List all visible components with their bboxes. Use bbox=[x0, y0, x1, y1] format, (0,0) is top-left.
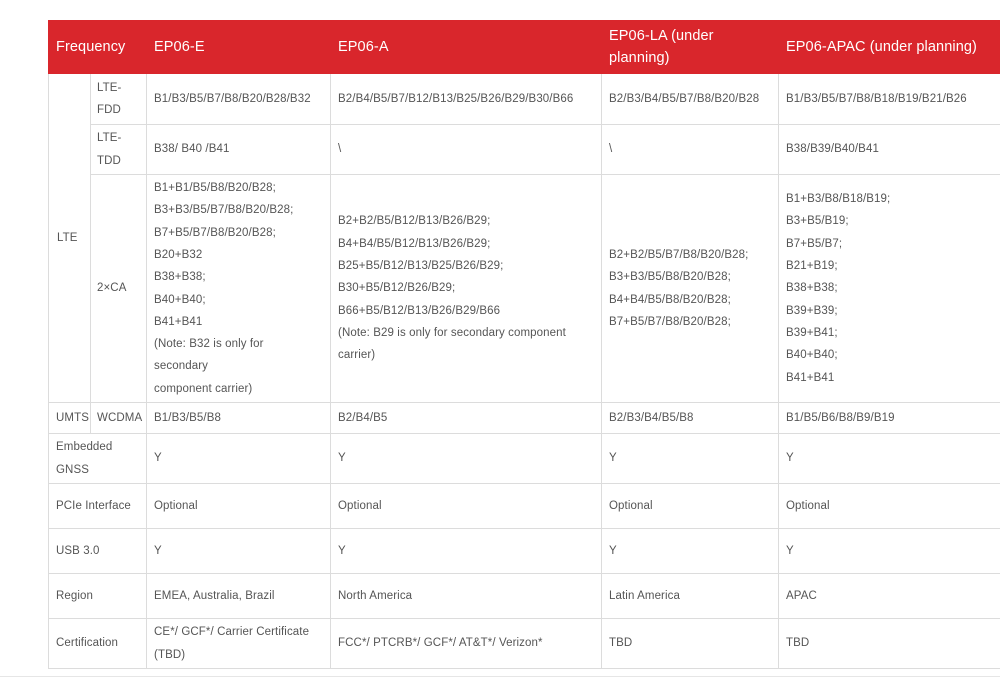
cell-pcie-e: Optional bbox=[147, 484, 331, 529]
ca-line: B1+B3/B8/B18/B19; bbox=[786, 193, 891, 206]
row-usb bbox=[49, 529, 1000, 574]
cell-cert-e-line2: (TBD) bbox=[154, 648, 186, 661]
label-pcie: PCIe Interface bbox=[49, 484, 147, 529]
row-lte-tdd bbox=[49, 125, 1000, 175]
header-ep06-e: EP06-E bbox=[147, 21, 331, 74]
row-pcie bbox=[49, 484, 1000, 529]
cell-pcie-apac: Optional bbox=[779, 484, 1000, 529]
cell-fdd-e: B1/B3/B5/B7/B8/B20/B28/B32 bbox=[147, 74, 331, 125]
ca-line: B1+B1/B5/B8/B20/B28; bbox=[154, 182, 276, 195]
cell-usb-a: Y bbox=[331, 529, 602, 574]
cell-cert-a: FCC*/ PTCRB*/ GCF*/ AT&T*/ Verizon* bbox=[331, 619, 602, 669]
cell-tdd-e: B38/ B40 /B41 bbox=[147, 125, 331, 175]
ca-line: B2+B2/B5/B7/B8/B20/B28; bbox=[609, 248, 749, 261]
cell-region-a: North America bbox=[331, 574, 602, 619]
cell-umts-la: B2/B3/B4/B5/B8 bbox=[602, 403, 779, 434]
cell-ca-la bbox=[602, 175, 779, 403]
cell-region-apac: APAC bbox=[779, 574, 1000, 619]
cell-cert-e-line1: CE*/ GCF*/ Carrier Certificate bbox=[154, 626, 310, 639]
label-lte-fdd bbox=[91, 74, 147, 125]
row-lte-ca bbox=[49, 175, 1000, 403]
cell-umts-apac: B1/B5/B6/B8/B9/B19 bbox=[779, 403, 1000, 434]
label-lte-tdd-line2: TDD bbox=[97, 154, 121, 167]
ca-line: (Note: B29 is only for secondary component bbox=[338, 326, 566, 339]
label-region: Region bbox=[49, 574, 147, 619]
row-certification bbox=[49, 619, 1000, 669]
row-gnss bbox=[49, 434, 1000, 484]
ca-line: B7+B5/B7; bbox=[786, 237, 843, 250]
cell-cert-la: TBD bbox=[602, 619, 779, 669]
cell-fdd-la: B2/B3/B4/B5/B7/B8/B20/B28 bbox=[602, 74, 779, 125]
cell-gnss-apac: Y bbox=[779, 434, 1000, 484]
cell-ca-a bbox=[331, 175, 602, 403]
cell-fdd-apac: B1/B3/B5/B7/B8/B18/B19/B21/B26 bbox=[779, 74, 1000, 125]
cell-usb-apac: Y bbox=[779, 529, 1000, 574]
cell-umts-a: B2/B4/B5 bbox=[331, 403, 602, 434]
label-wcdma: WCDMA bbox=[91, 403, 147, 434]
ca-line: B38+B38; bbox=[154, 271, 206, 284]
label-lte-fdd-line2: FDD bbox=[97, 104, 121, 116]
ca-line: B7+B5/B7/B8/B20/B28; bbox=[154, 226, 276, 239]
cell-region-e: EMEA, Australia, Brazil bbox=[147, 574, 331, 619]
ca-line: B3+B3/B5/B7/B8/B20/B28; bbox=[154, 204, 294, 217]
label-certification: Certification bbox=[49, 619, 147, 669]
ca-line: B3+B5/B19; bbox=[786, 215, 849, 228]
ca-line: B7+B5/B7/B8/B20/B28; bbox=[609, 315, 731, 328]
ca-line: B2+B2/B5/B12/B13/B26/B29; bbox=[338, 215, 491, 228]
cell-tdd-a: \ bbox=[331, 125, 602, 175]
label-usb: USB 3.0 bbox=[49, 529, 147, 574]
row-umts bbox=[49, 403, 1000, 434]
ca-line: B4+B4/B5/B8/B20/B28; bbox=[609, 293, 731, 306]
cell-tdd-apac: B38/B39/B40/B41 bbox=[779, 125, 1000, 175]
label-lte-tdd-line1: LTE- bbox=[97, 132, 122, 145]
ca-line: B25+B5/B12/B13/B25/B26/B29; bbox=[338, 260, 504, 273]
ca-line: B3+B3/B5/B8/B20/B28; bbox=[609, 271, 731, 284]
cell-pcie-a: Optional bbox=[331, 484, 602, 529]
cell-cert-e bbox=[147, 619, 331, 669]
spec-table bbox=[48, 20, 1000, 669]
label-lte-fdd-line1: LTE- bbox=[97, 81, 122, 94]
header-ep06-la: EP06-LA (under planning) bbox=[602, 21, 779, 74]
ca-line: B40+B40; bbox=[786, 349, 838, 362]
cell-tdd-la: \ bbox=[602, 125, 779, 175]
ca-line: B39+B41; bbox=[786, 326, 838, 339]
header-frequency: Frequency bbox=[49, 21, 147, 74]
cell-umts-e: B1/B3/B5/B8 bbox=[147, 403, 331, 434]
ca-line: carrier) bbox=[338, 349, 376, 362]
ca-line: B41+B41 bbox=[154, 315, 203, 328]
cell-fdd-a: B2/B4/B5/B7/B12/B13/B25/B26/B29/B30/B66 bbox=[331, 74, 602, 125]
row-lte-fdd bbox=[49, 74, 1000, 125]
ca-line: B38+B38; bbox=[786, 282, 838, 295]
cell-ca-e bbox=[147, 175, 331, 403]
cell-ca-apac bbox=[779, 175, 1000, 403]
header-ep06-apac: EP06-APAC (under planning) bbox=[779, 21, 1000, 74]
ca-line: component carrier) bbox=[154, 382, 253, 395]
label-gnss bbox=[49, 434, 147, 484]
label-lte: LTE bbox=[49, 74, 91, 403]
header-ep06-a: EP06-A bbox=[331, 21, 602, 74]
cell-gnss-e: Y bbox=[147, 434, 331, 484]
cell-usb-la: Y bbox=[602, 529, 779, 574]
cell-gnss-a: Y bbox=[331, 434, 602, 484]
cell-usb-e: Y bbox=[147, 529, 331, 574]
ca-line: B40+B40; bbox=[154, 293, 206, 306]
label-umts: UMTS bbox=[49, 403, 91, 434]
ca-line: secondary bbox=[154, 360, 208, 373]
row-region bbox=[49, 574, 1000, 619]
header-row bbox=[49, 21, 1000, 74]
cell-gnss-la: Y bbox=[602, 434, 779, 484]
ca-line: B66+B5/B12/B13/B26/B29/B66 bbox=[338, 304, 501, 317]
ca-line: B39+B39; bbox=[786, 304, 838, 317]
spec-table-container bbox=[48, 20, 1000, 669]
cell-pcie-la: Optional bbox=[602, 484, 779, 529]
cell-cert-apac: TBD bbox=[779, 619, 1000, 669]
ca-line: B4+B4/B5/B12/B13/B26/B29; bbox=[338, 237, 491, 250]
ca-line: B30+B5/B12/B26/B29; bbox=[338, 282, 456, 295]
label-2xca: 2×CA bbox=[91, 175, 147, 403]
label-gnss-line2: GNSS bbox=[56, 463, 89, 476]
label-lte-tdd bbox=[91, 125, 147, 175]
ca-line: (Note: B32 is only for bbox=[154, 338, 264, 351]
label-gnss-line1: Embedded bbox=[56, 441, 113, 454]
cell-region-la: Latin America bbox=[602, 574, 779, 619]
ca-line: B20+B32 bbox=[154, 248, 203, 261]
ca-line: B41+B41 bbox=[786, 371, 835, 384]
ca-line: B21+B19; bbox=[786, 260, 838, 273]
